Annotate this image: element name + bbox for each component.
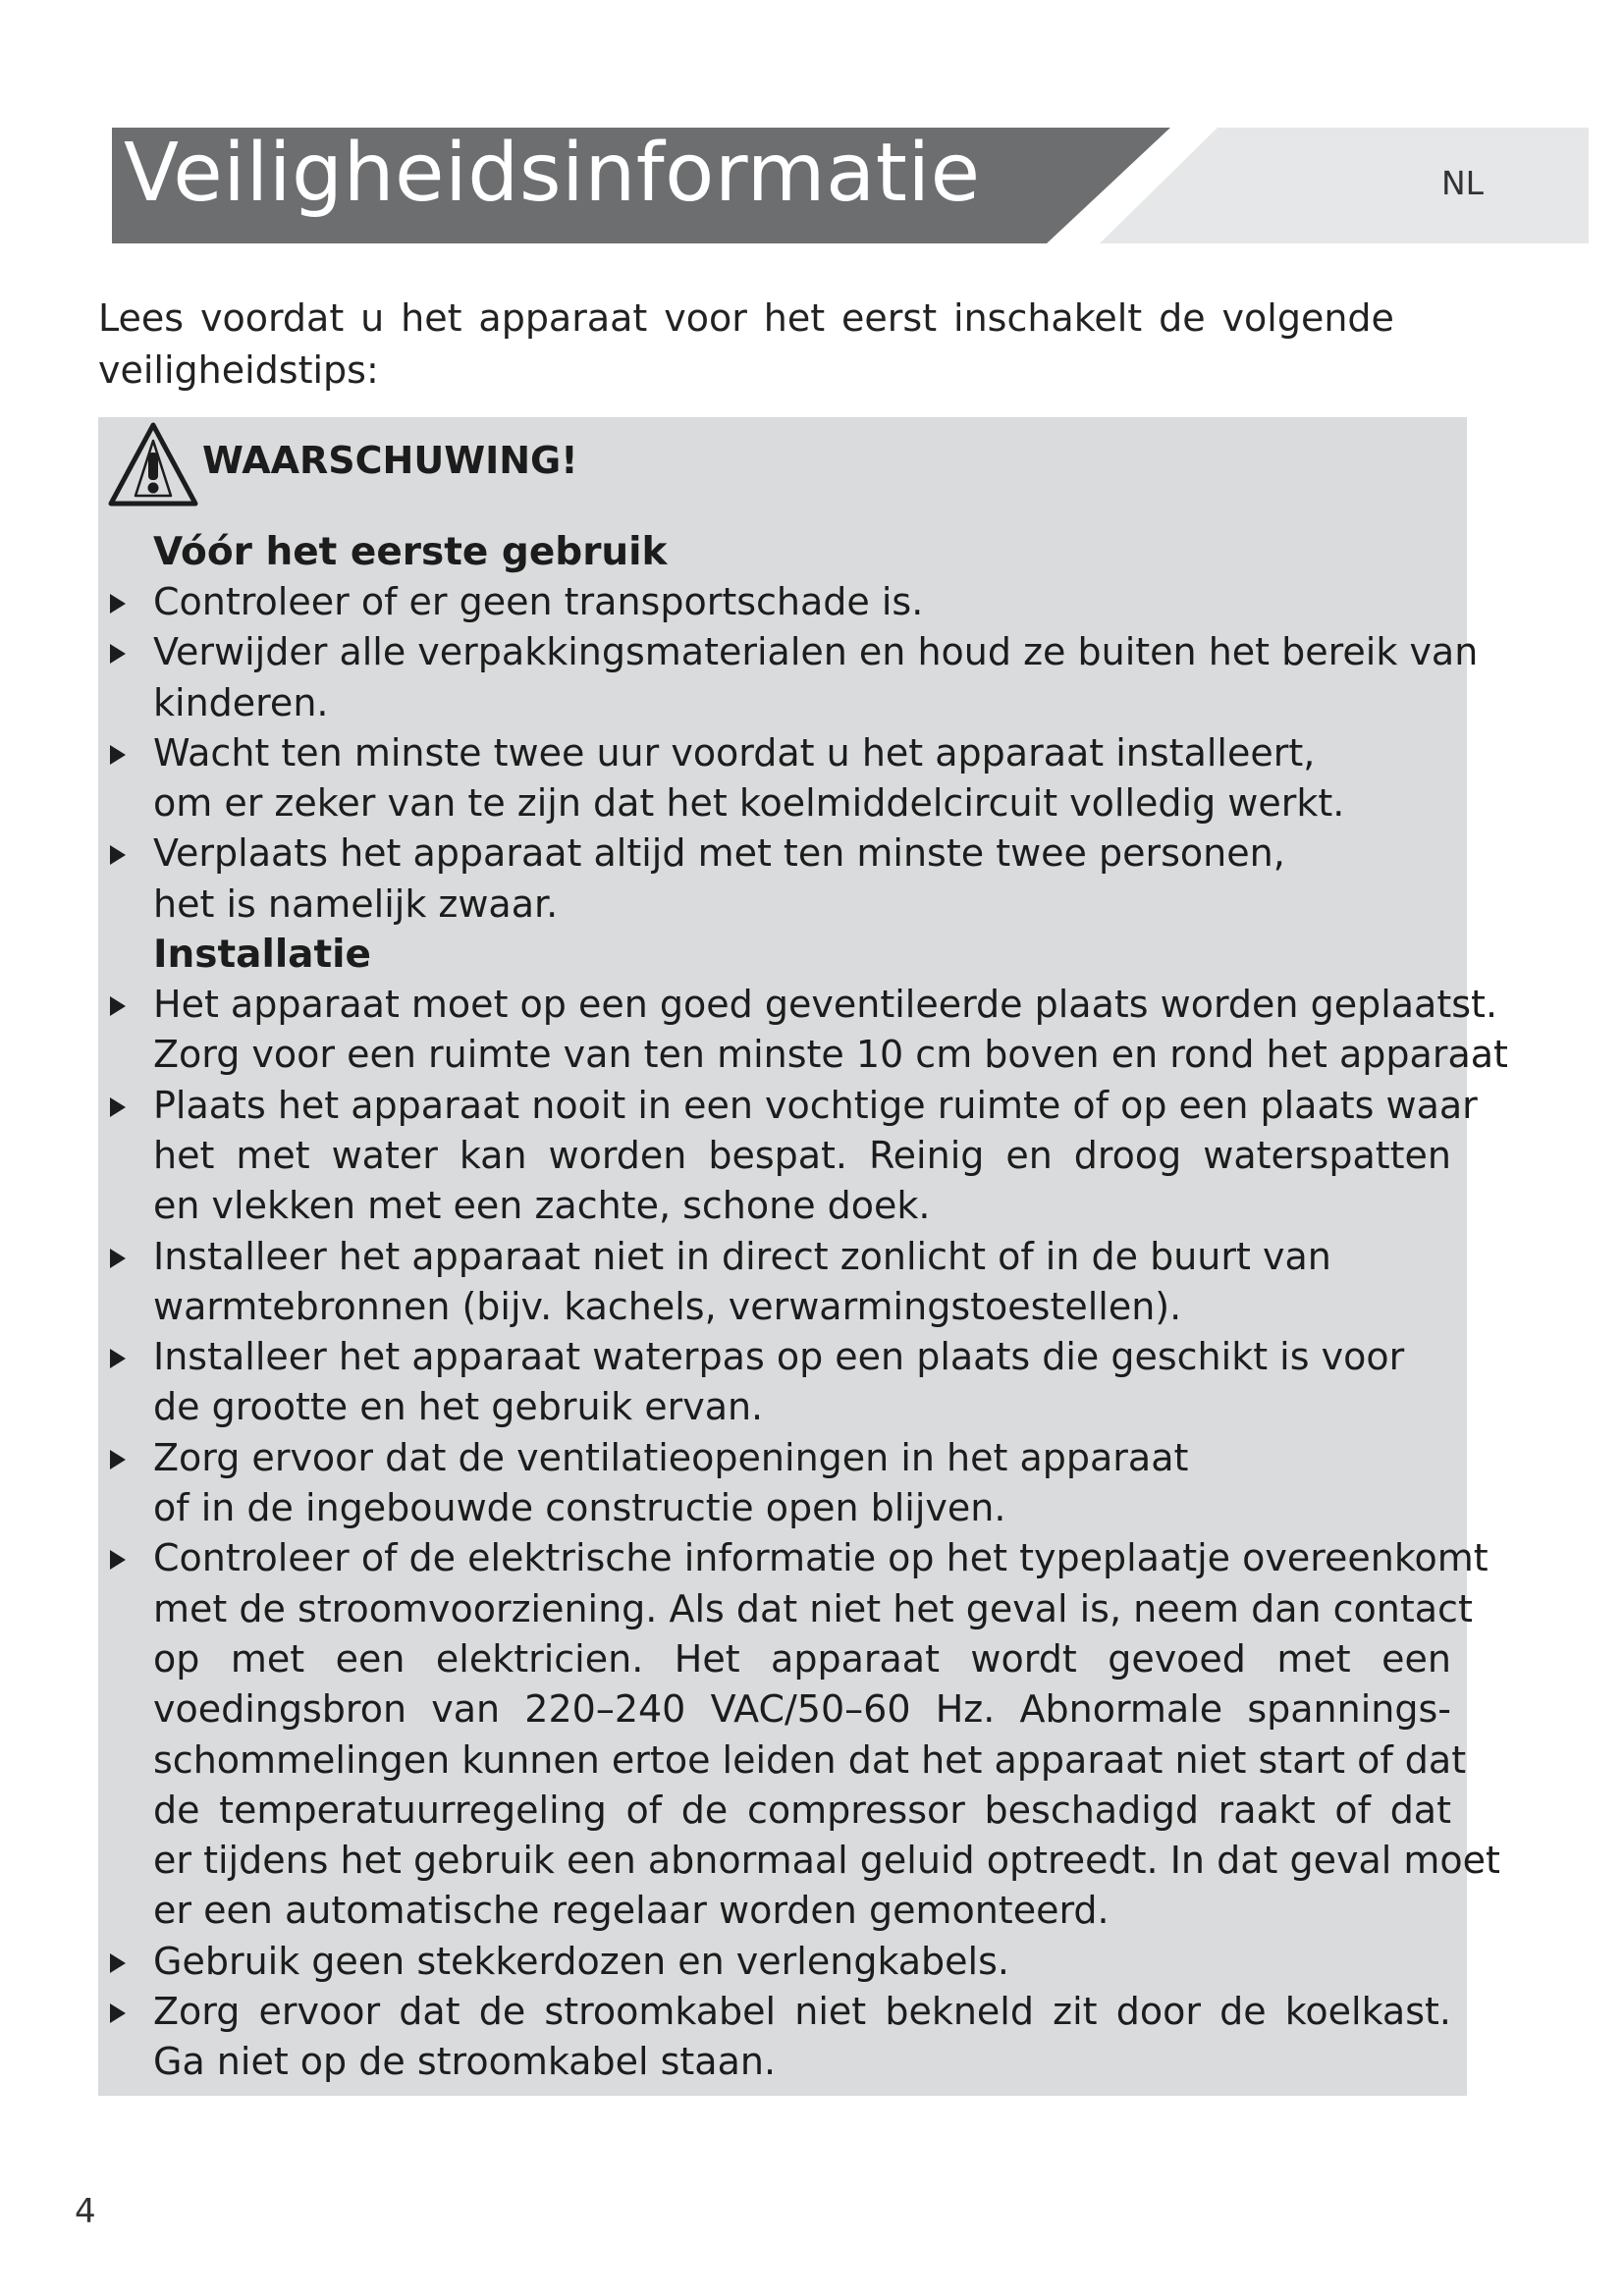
bullet-item bbox=[98, 828, 1467, 930]
bullet-item bbox=[98, 1332, 1467, 1433]
bullet-line: Controleer of de elektrische informatie op het typeplaatje overeenkomt bbox=[153, 1536, 1489, 1580]
bullet-arrow-icon bbox=[110, 1450, 126, 1469]
intro-word: volgende bbox=[1221, 296, 1394, 340]
bullet-line: Installeer het apparaat waterpas op een plaats die geschikt is voor bbox=[153, 1335, 1405, 1379]
intro-word: Lees bbox=[98, 296, 185, 340]
bullet-item bbox=[98, 980, 1508, 1081]
warning-title: WAARSCHUWING! bbox=[202, 439, 578, 482]
language-code: NL bbox=[1441, 164, 1485, 202]
intro-word: voor bbox=[664, 296, 747, 340]
bullet-item bbox=[98, 1433, 1467, 1534]
intro-word: apparaat bbox=[478, 296, 648, 340]
bullet-arrow-icon bbox=[110, 1349, 126, 1368]
light-band bbox=[1100, 128, 1589, 243]
bullet-item bbox=[98, 1081, 1478, 1232]
page-title: Veiligheidsinformatie bbox=[124, 127, 981, 220]
bullet-line: kinderen. bbox=[153, 680, 329, 724]
bullet-line: het met water kan worden bespat. Reinig en droog waterspatten bbox=[153, 1133, 1451, 1177]
bullet-line: Het apparaat moet op een goed geventileerde plaats worden geplaatst. bbox=[153, 983, 1498, 1027]
bullet-line: Verplaats het apparaat altijd met ten minste twee personen, bbox=[153, 831, 1285, 876]
bullet-arrow-icon bbox=[110, 644, 126, 664]
bullet-arrow-icon bbox=[110, 1097, 126, 1117]
warning-content bbox=[98, 527, 1508, 2088]
intro-word: het bbox=[401, 296, 462, 340]
bullet-line: Zorg ervoor dat de stroomkabel niet bekneld zit door de koelkast. bbox=[153, 1990, 1451, 2034]
bullet-line: Verwijder alle verpakkingsmaterialen en houd ze buiten het bereik van bbox=[153, 630, 1479, 674]
bullet-arrow-icon bbox=[110, 1550, 126, 1570]
bullet-line: Ga niet op de stroomkabel staan. bbox=[153, 2040, 777, 2084]
bullet-line: Controleer of er geen transportschade is. bbox=[153, 580, 924, 623]
bullet-arrow-icon bbox=[110, 1249, 126, 1268]
warning-triangle-icon bbox=[106, 417, 200, 511]
warning-box bbox=[98, 417, 1508, 2096]
bullet-line: warmtebronnen (bijv. kachels, verwarmingstoestellen). bbox=[153, 1284, 1182, 1328]
intro-word: inschakelt bbox=[953, 296, 1143, 340]
section-heading: Vóór het eerste gebruik bbox=[153, 530, 668, 574]
bullet-arrow-icon bbox=[110, 996, 126, 1016]
bullet-item bbox=[98, 1987, 1467, 2088]
bullet-item bbox=[98, 1232, 1467, 1333]
bullet-line: Wacht ten minste twee uur voordat u het apparaat installeert, bbox=[153, 730, 1316, 774]
bullet-arrow-icon bbox=[110, 745, 126, 765]
bullet-line: Zorg ervoor dat de ventilatieopeningen in het apparaat bbox=[153, 1435, 1189, 1479]
bullet-line: er een automatische regelaar worden gemonteerd. bbox=[153, 1889, 1110, 1933]
bullet-line: schommelingen kunnen ertoe leiden dat het apparaat niet start of dat bbox=[153, 1737, 1467, 1782]
section-heading: Installatie bbox=[153, 933, 371, 978]
bullet-item bbox=[98, 728, 1467, 829]
intro-line-2: veiligheidstips: bbox=[98, 348, 379, 392]
bullet-line: op met een elektricien. Het apparaat wordt gevoed met een bbox=[153, 1636, 1451, 1681]
bullet-line: om er zeker van te zijn dat het koelmiddelcircuit volledig werkt. bbox=[153, 781, 1345, 826]
bullet-line: de temperatuurregeling of de compressor beschadigd raakt of dat bbox=[153, 1788, 1451, 1832]
bullet-arrow-icon bbox=[110, 2003, 126, 2023]
bullet-arrow-icon bbox=[110, 1953, 126, 1973]
bullet-line: en vlekken met een zachte, schone doek. bbox=[153, 1184, 931, 1228]
bullet-line: er tijdens het gebruik een abnormaal geluid optreedt. In dat geval moet bbox=[153, 1839, 1500, 1883]
bullet-item bbox=[98, 627, 1479, 728]
bullet-line: Zorg voor een ruimte van ten minste 10 cm boven en rond het apparaat bbox=[153, 1033, 1508, 1077]
intro-line-1 bbox=[98, 293, 1394, 345]
bullet-line: voedingsbron van 220–240 VAC/50–60 Hz. Abnormale spannings- bbox=[153, 1687, 1451, 1732]
bullet-line: de grootte en het gebruik ervan. bbox=[153, 1385, 764, 1429]
bullet-line: Installeer het apparaat niet in direct zonlicht of in de buurt van bbox=[153, 1234, 1331, 1278]
page-number: 4 bbox=[75, 2192, 96, 2231]
bullet-line: Gebruik geen stekkerdozen en verlengkabels. bbox=[153, 1939, 1009, 1983]
intro-word: het bbox=[763, 296, 826, 340]
bullet-arrow-icon bbox=[110, 594, 126, 614]
bullet-arrow-icon bbox=[110, 845, 126, 865]
bullet-line: Plaats het apparaat nooit in een vochtige ruimte of op een plaats waar bbox=[153, 1083, 1478, 1127]
intro-word: eerst bbox=[841, 296, 938, 340]
bullet-item bbox=[98, 577, 1467, 627]
bullet-line: of in de ingebouwde constructie open blijven. bbox=[153, 1486, 1006, 1530]
intro-word: voordat bbox=[199, 296, 345, 340]
bullet-item bbox=[98, 1937, 1467, 1987]
bullet-item bbox=[98, 1533, 1500, 1936]
bullet-line: het is namelijk zwaar. bbox=[153, 881, 559, 926]
intro-word: de bbox=[1159, 296, 1206, 340]
bullet-line: met de stroomvoorziening. Als dat niet het geval is, neem dan contact bbox=[153, 1586, 1473, 1630]
intro-paragraph bbox=[98, 293, 1394, 397]
intro-word: u bbox=[360, 296, 385, 340]
